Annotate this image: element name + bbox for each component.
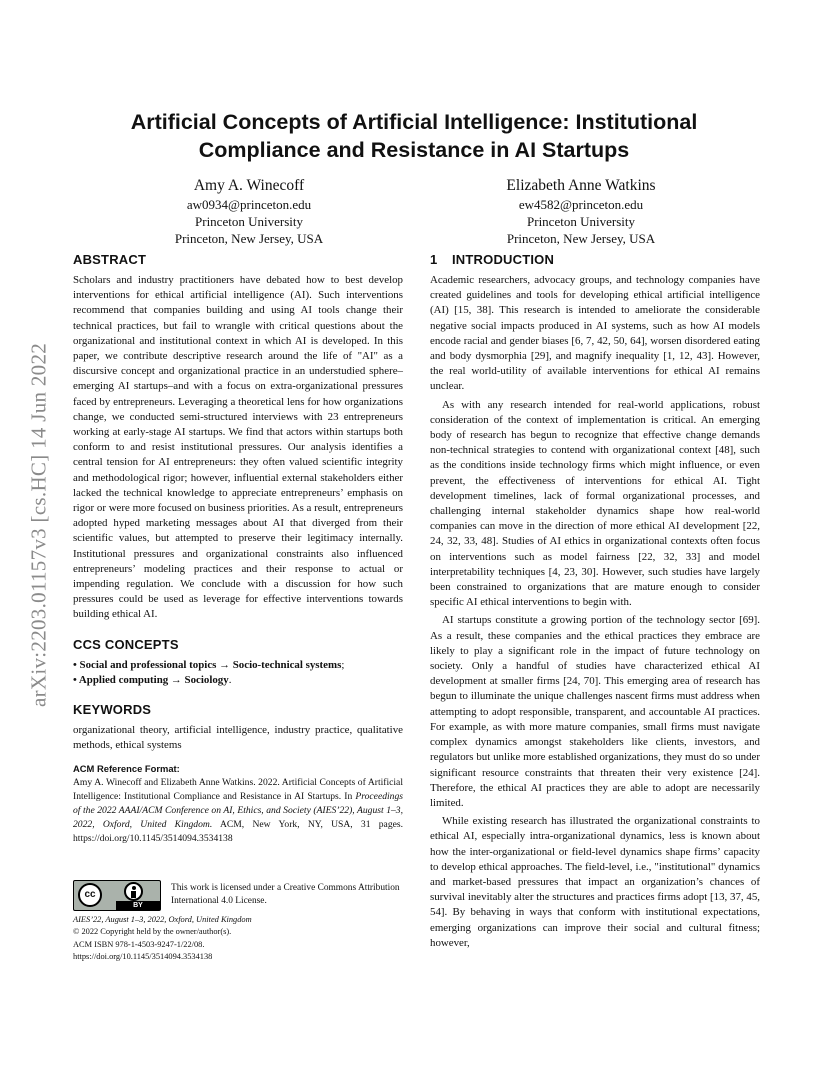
title-line-1: Artificial Concepts of Artificial Intelligence: Institutional [130,110,698,134]
arxiv-id: arXiv:2203.01157v3 [cs.HC] 14 Jun 2022 [26,342,51,708]
cc-by-badge-icon[interactable] [73,880,161,911]
attribution-person-icon [124,882,143,901]
author-affiliation: Princeton University [527,214,635,229]
author-email[interactable]: ew4582@princeton.edu [518,197,644,212]
reference-format-heading: ACM Reference Format: [73,763,180,775]
cc-icon: cc [78,883,102,907]
ccs-item-1-text: • Social and professional topics → Socio-technical systems [73,658,342,671]
author-email[interactable]: aw0934@princeton.edu [186,197,312,212]
reference-italic: Proceedings of the 2022 AAAI/ACM Conference on AI, Ethics, and Society (AIES’22), August 1–3, 2022, Oxford, United Kingdom. [73,791,403,831]
ccs-item [73,658,403,673]
ccs-item-1-punct: ; [341,658,345,671]
left-column [73,252,403,846]
intro-paragraph-1: Academic researchers, advocacy groups, and technology companies have created guidelines and tools for developing ethical artificial intelligence (AI) [15, 38]. This research is intended to ameliorate the considerable negative social impacts produced in AI systems, such as how AI models encode racial and gender biases [6, 7, 42, 50, 64], worsen disordered eating and body dysmorphia [29], and magnify inequality [1, 12, 43]. However, the real world-utility of available interventions for ethical AI remains unclear. [430,274,760,393]
ccs-heading: CCS CONCEPTS [73,636,179,652]
doi-link[interactable]: https://doi.org/10.1145/3514094.3534138 [73,952,213,962]
abstract-heading: ABSTRACT [73,252,147,267]
reference-format-text [73,776,403,846]
author-block-2 [431,176,731,247]
reference-part-2: ACM, New York, NY, USA, 31 pages. https://doi.org/10.1145/3514094.3534138 [73,819,404,845]
introduction-heading [430,252,760,267]
author-name: Elizabeth Anne Watkins [506,177,656,194]
keywords-heading: KEYWORDS [73,702,152,718]
ccs-item-2-text: • Applied computing → Sociology [73,673,229,686]
by-label: BY [116,901,160,910]
reference-part-1: Amy A. Winecoff and Elizabeth Anne Watkins. 2022. Artificial Concepts of Artificial Intelligence: Institutional Compliance and Resistance in AI Startups. In [73,777,403,803]
abstract-text: Scholars and industry practitioners have debated how to best develop interventions for ethical artificial intelligence (AI). Such interventions recommend that companies building and using AI tools change their technical practices, but fail to wrangle with critical questions about the organizational and institutional context in which AI is developed. In this paper, we contribute descriptive research around the life of "AI" as a discursive concept and organizational practice in an understudied sphere–emerging AI startups–and with a focus on extra-organizational pressures faced by entrepreneurs. Leveraging a theoretical lens for how organizations change, we conducted semi-structured interviews with 23 entrepreneurs working at early-stage AI startups. We find that actors within startups both conform to and resist institutional pressures. Our analysis identifies a central tension for AI entrepreneurs: they often valued scientific integrity and methodological rigor; however, influential external stakeholders either lacked the technical knowledge to appreciate entrepreneurs’ emphasis on rigor or were more focused on business priorities. As a result, entrepreneurs adopted hyped marketing messages about AI that diverged from their scientific values, but attempted to preserve their legitimacy internally. Institutional pressures and organizational constraints also influenced entrepreneurs’ modeling practices and their response to actual or impending regulation. We conclude with a discussion for how such pressures could be used as leverage for effective interventions towards building ethical AI. [73,274,403,621]
ccs-item [73,673,403,688]
section-number: 1 [430,252,438,267]
arxiv-stamp [19,290,59,760]
section-title: INTRODUCTION [452,252,555,267]
ccs-item-2-punct: . [228,673,232,686]
author-block-1 [99,176,399,247]
author-name: Amy A. Winecoff [193,177,305,194]
author-location: Princeton, New Jersey, USA [174,231,324,246]
license-text: This work is licensed under a Creative Commons Attribution International 4.0 License. [171,883,400,906]
keywords-text: organizational theory, artificial intelligence, industry practice, qualitative methods, ethical systems [73,724,403,752]
author-affiliation: Princeton University [195,214,303,229]
intro-paragraph-2: As with any research intended for real-world applications, robust consideration of the context of implementation is critical. An emerging body of research has begun to recognize that effective change demands non-technical strategies to contend with organizational context [48], such as the conditions inside technology firms which might influence, or even prevent, the effectiveness of interventions for ethical AI. Tight development timelines, lack of formal organizational processes, and challenging internal stakeholder dynamics shape how real-world companies can move in the direction of more ethical AI development [22, 24, 32, 33, 48]. Studies of AI ethics in organizational contexts often focus on interventions such as model fairness [22, 32, 33] and model interpretability techniques [4, 23, 30]. However, such studies have largely been constrained to organizations that are mature enough to consider specific AI ethical interventions to begin with. [430,398,760,609]
footnote-meta [73,914,403,964]
intro-paragraph-3: AI startups constitute a growing portion of the technology sector [69]. As a result, these companies and the ethical practices they embrace are likely to play a significant role in the impact of future technology on society. Only a handful of studies have characterized ethical AI development at smaller firms [24, 70]. This emerging area of research has begun to illuminate the unique challenges nascent firms must address when attempting to adopt responsible, transparent, and accountable AI practices. For example, as with more mature companies, small firms must navigate complex dynamics amongst stakeholders like clients, investors, and regulators but unlike more established organizations, they must do so under significant resource constraints that threaten their very existence [24]. Therefore, the ethical AI practices they are able to adopt are necessarily limited. [430,614,760,809]
conference-line: AIES’22, August 1–3, 2022, Oxford, United Kingdom [73,915,252,924]
paper-title [80,108,748,164]
title-line-2: Compliance and Resistance in AI Startups [198,138,630,162]
author-location: Princeton, New Jersey, USA [506,231,656,246]
isbn-line: ACM ISBN 978-1-4503-9247-1/22/08. [73,939,205,949]
right-column [430,252,760,951]
copyright-line: © 2022 Copyright held by the owner/author(s). [73,927,232,937]
intro-paragraph-4: While existing research has illustrated the organizational constraints to ethical AI, especially intra-organizational dynamics, less is known about how the inter-organizational or field-level dynamics shape firms’ capacity to develop ethical approaches. The field-level, i.e., "institutional" dynamics and market-based pressures that impact an organization’s chances of survival inevitably alter the structures and practices firms adopt [13, 37, 45, 54]. By behaving in ways that conform with institutional expectations, emerging organizations can improve their social and cultural fitness; however, [430,815,760,949]
ccs-list [73,658,403,688]
